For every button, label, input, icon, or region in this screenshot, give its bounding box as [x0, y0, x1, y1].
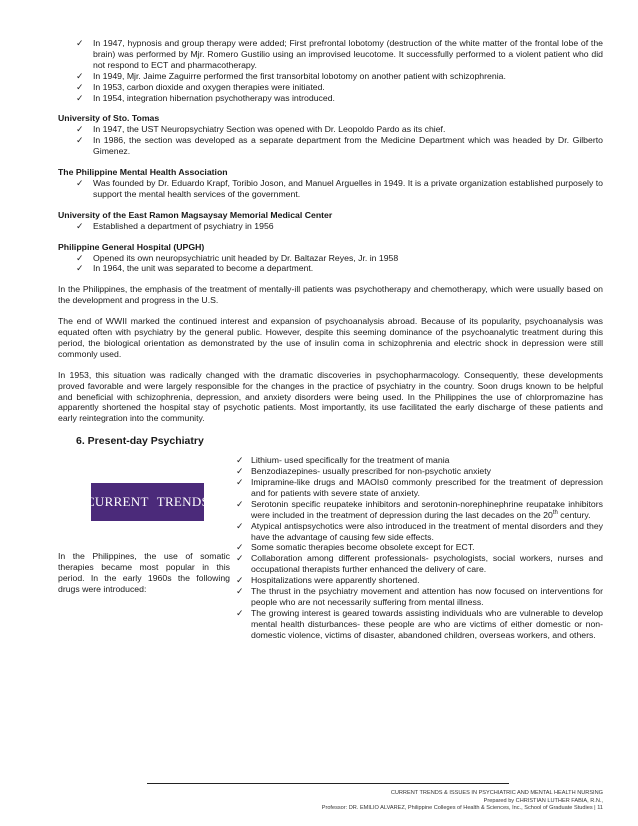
body-paragraph: The end of WWII marked the continued interest and expansion of psychoanalysis abroad. Because of its popularity, psychoanalysis was equated often with psychiatry by the general public. However, despite this seeming dominance of the psychoanalytic treatment during this period, the biological orientation as demonstrated by the use of insulin coma in schizophrenia and electric shock in depression were still commonly used.	[58, 316, 603, 359]
org-uerm	[58, 210, 603, 232]
list-item: ✓ In 1986, the section was developed as a separate department from the Medicine Department which was headed by Dr. Gilberto Gimenez.	[58, 135, 603, 157]
right-column	[234, 455, 603, 640]
list-item: ✓ Serotonin specific reupateke inhibitors and serotonin-norephinephrine reupatake inhibitors were included in the treatment of depression during the last decades on the 20th century.	[234, 499, 603, 521]
list-item: ✓ In 1947, the UST Neuropsychiatry Section was opened with Dr. Leopoldo Pardo as its chief.	[58, 124, 603, 135]
left-paragraph: In the Philippines, the use of somatic therapies became most popular in this period. In the early 1960s the following drugs were introduced:	[58, 551, 230, 594]
org-title: The Philippine Mental Health Association	[58, 167, 228, 178]
org-pgh	[58, 242, 603, 275]
footer-line: Professor: DR. EMILIO ALVAREZ, Philippine Colleges of Health & Sciences, Inc., School of Graduate Studies | 11	[321, 805, 603, 812]
list-item: ✓ In 1949, Mjr. Jaime Zaguirre performed the first transorbital lobotomy on another patient with schizophrenia.	[58, 71, 603, 82]
list-item: ✓ Established a department of psychiatry in 1956	[58, 221, 603, 232]
current-trends-logo	[85, 483, 210, 521]
list-item: ✓ Was founded by Dr. Eduardo Krapf, Toribio Joson, and Manuel Arguelles in 1949. It is a private organization established purposely to support the mental health services of the government.	[58, 178, 603, 200]
list-item: ✓ Hospitalizations were apparently shortened.	[234, 575, 603, 586]
list-item: ✓ Some somatic therapies become obsolete except for ECT.	[234, 542, 603, 553]
body-paragraph: In 1953, this situation was radically changed with the dramatic discoveries in psychopharmacology. Consequently, these developments proved favorable and were largely responsible for the changes in the practice of psychiatry in the country. Soon drugs known to be helpful and beneficial with schizophrenia, depression, and anxiety disorders were being used. In the Philippines the use of chlorpromazine has apparently shortened the hospital stay of psychotic patients. Most importantly, its use facilitated the early discharge of these patients and early reintegration into the community.	[58, 369, 603, 424]
org-title: Philippine General Hospital (UPGH)	[58, 241, 205, 252]
page-content	[58, 38, 603, 645]
body-paragraph: In the Philippines, the emphasis of the treatment of mentally-ill patients was psychotherapy and chemotherapy, which were usually based on the development and progress in the U.S.	[58, 284, 603, 306]
footer-line: CURRENT TRENDS & ISSUES IN PSYCHIATRIC AND MENTAL HEALTH NURSING	[390, 790, 603, 796]
org-title: University of the East Ramon Magsaysay Memorial Medical Center	[58, 209, 333, 220]
logo-text-left: CURRENT	[85, 493, 149, 509]
section-heading: 6. Present-day Psychiatry	[76, 435, 204, 448]
list-item: ✓ In 1947, hypnosis and group therapy were added; First prefrontal lobotomy (destruction of the white matter of the frontal lobe of the brain) was performed by Mjr. Romero Gustilio using an improvised leucotome. It successfully performed to a violent patient who did not respond to ECT and pharmacotherapy.	[58, 38, 603, 71]
logo-text-right: TRENDS	[156, 493, 210, 509]
list-item: ✓ Benzodiazepines- usually prescribed for non-psychotic anxiety	[234, 466, 603, 477]
left-column	[58, 455, 230, 645]
list-item: ✓ In 1953, carbon dioxide and oxygen therapies were initiated.	[58, 82, 603, 93]
org-title: University of Sto. Tomas	[58, 113, 160, 124]
footer-divider	[147, 783, 509, 784]
list-item: ✓ In 1964, the unit was separated to become a department.	[58, 263, 603, 274]
org-ust	[58, 113, 603, 157]
list-item: ✓ Opened its own neuropsychiatric unit headed by Dr. Baltazar Reyes, Jr. in 1958	[58, 253, 603, 264]
org-list	[58, 253, 603, 275]
org-list	[58, 178, 603, 200]
org-list	[58, 221, 603, 232]
list-item: ✓ In 1954, integration hibernation psychotherapy was introduced.	[58, 93, 603, 104]
list-item: ✓ The thrust in the psychiatry movement and attention has now focused on interventions for people who are not necessarily suffering from mental illness.	[234, 586, 603, 608]
footer-line: Prepared by CHRISTIAN LUTHER FABIA, R.N.,	[483, 797, 603, 804]
list-item: ✓ Imipramine-like drugs and MAOIs0 commonly prescribed for the treatment of depression and for patients with severe state of anxiety.	[234, 477, 603, 499]
org-pmha	[58, 167, 603, 200]
org-list	[58, 124, 603, 157]
list-item: ✓ Collaboration among different professionals- psychologists, social workers, nurses and occupational therapists further enhanced the delivery of care.	[234, 553, 603, 575]
drug-list	[234, 455, 603, 640]
top-bullet-list	[58, 38, 603, 103]
list-item: ✓ Lithium- used specifically for the treatment of mania	[234, 455, 603, 466]
list-item: ✓ The growing interest is geared towards assisting individuals who are vulnerable to develop mental health disturbances- these people are who are victims of either domestic or non-domestic violence, victims of disaster, abandoned children, overseas workers, and others.	[234, 608, 603, 641]
two-column-section	[58, 455, 603, 645]
page-footer	[322, 790, 603, 813]
list-item: ✓ Atypical antispsychotics were also introduced in the treatment of mental disorders and they have the advantage of causing few side effects.	[234, 521, 603, 543]
